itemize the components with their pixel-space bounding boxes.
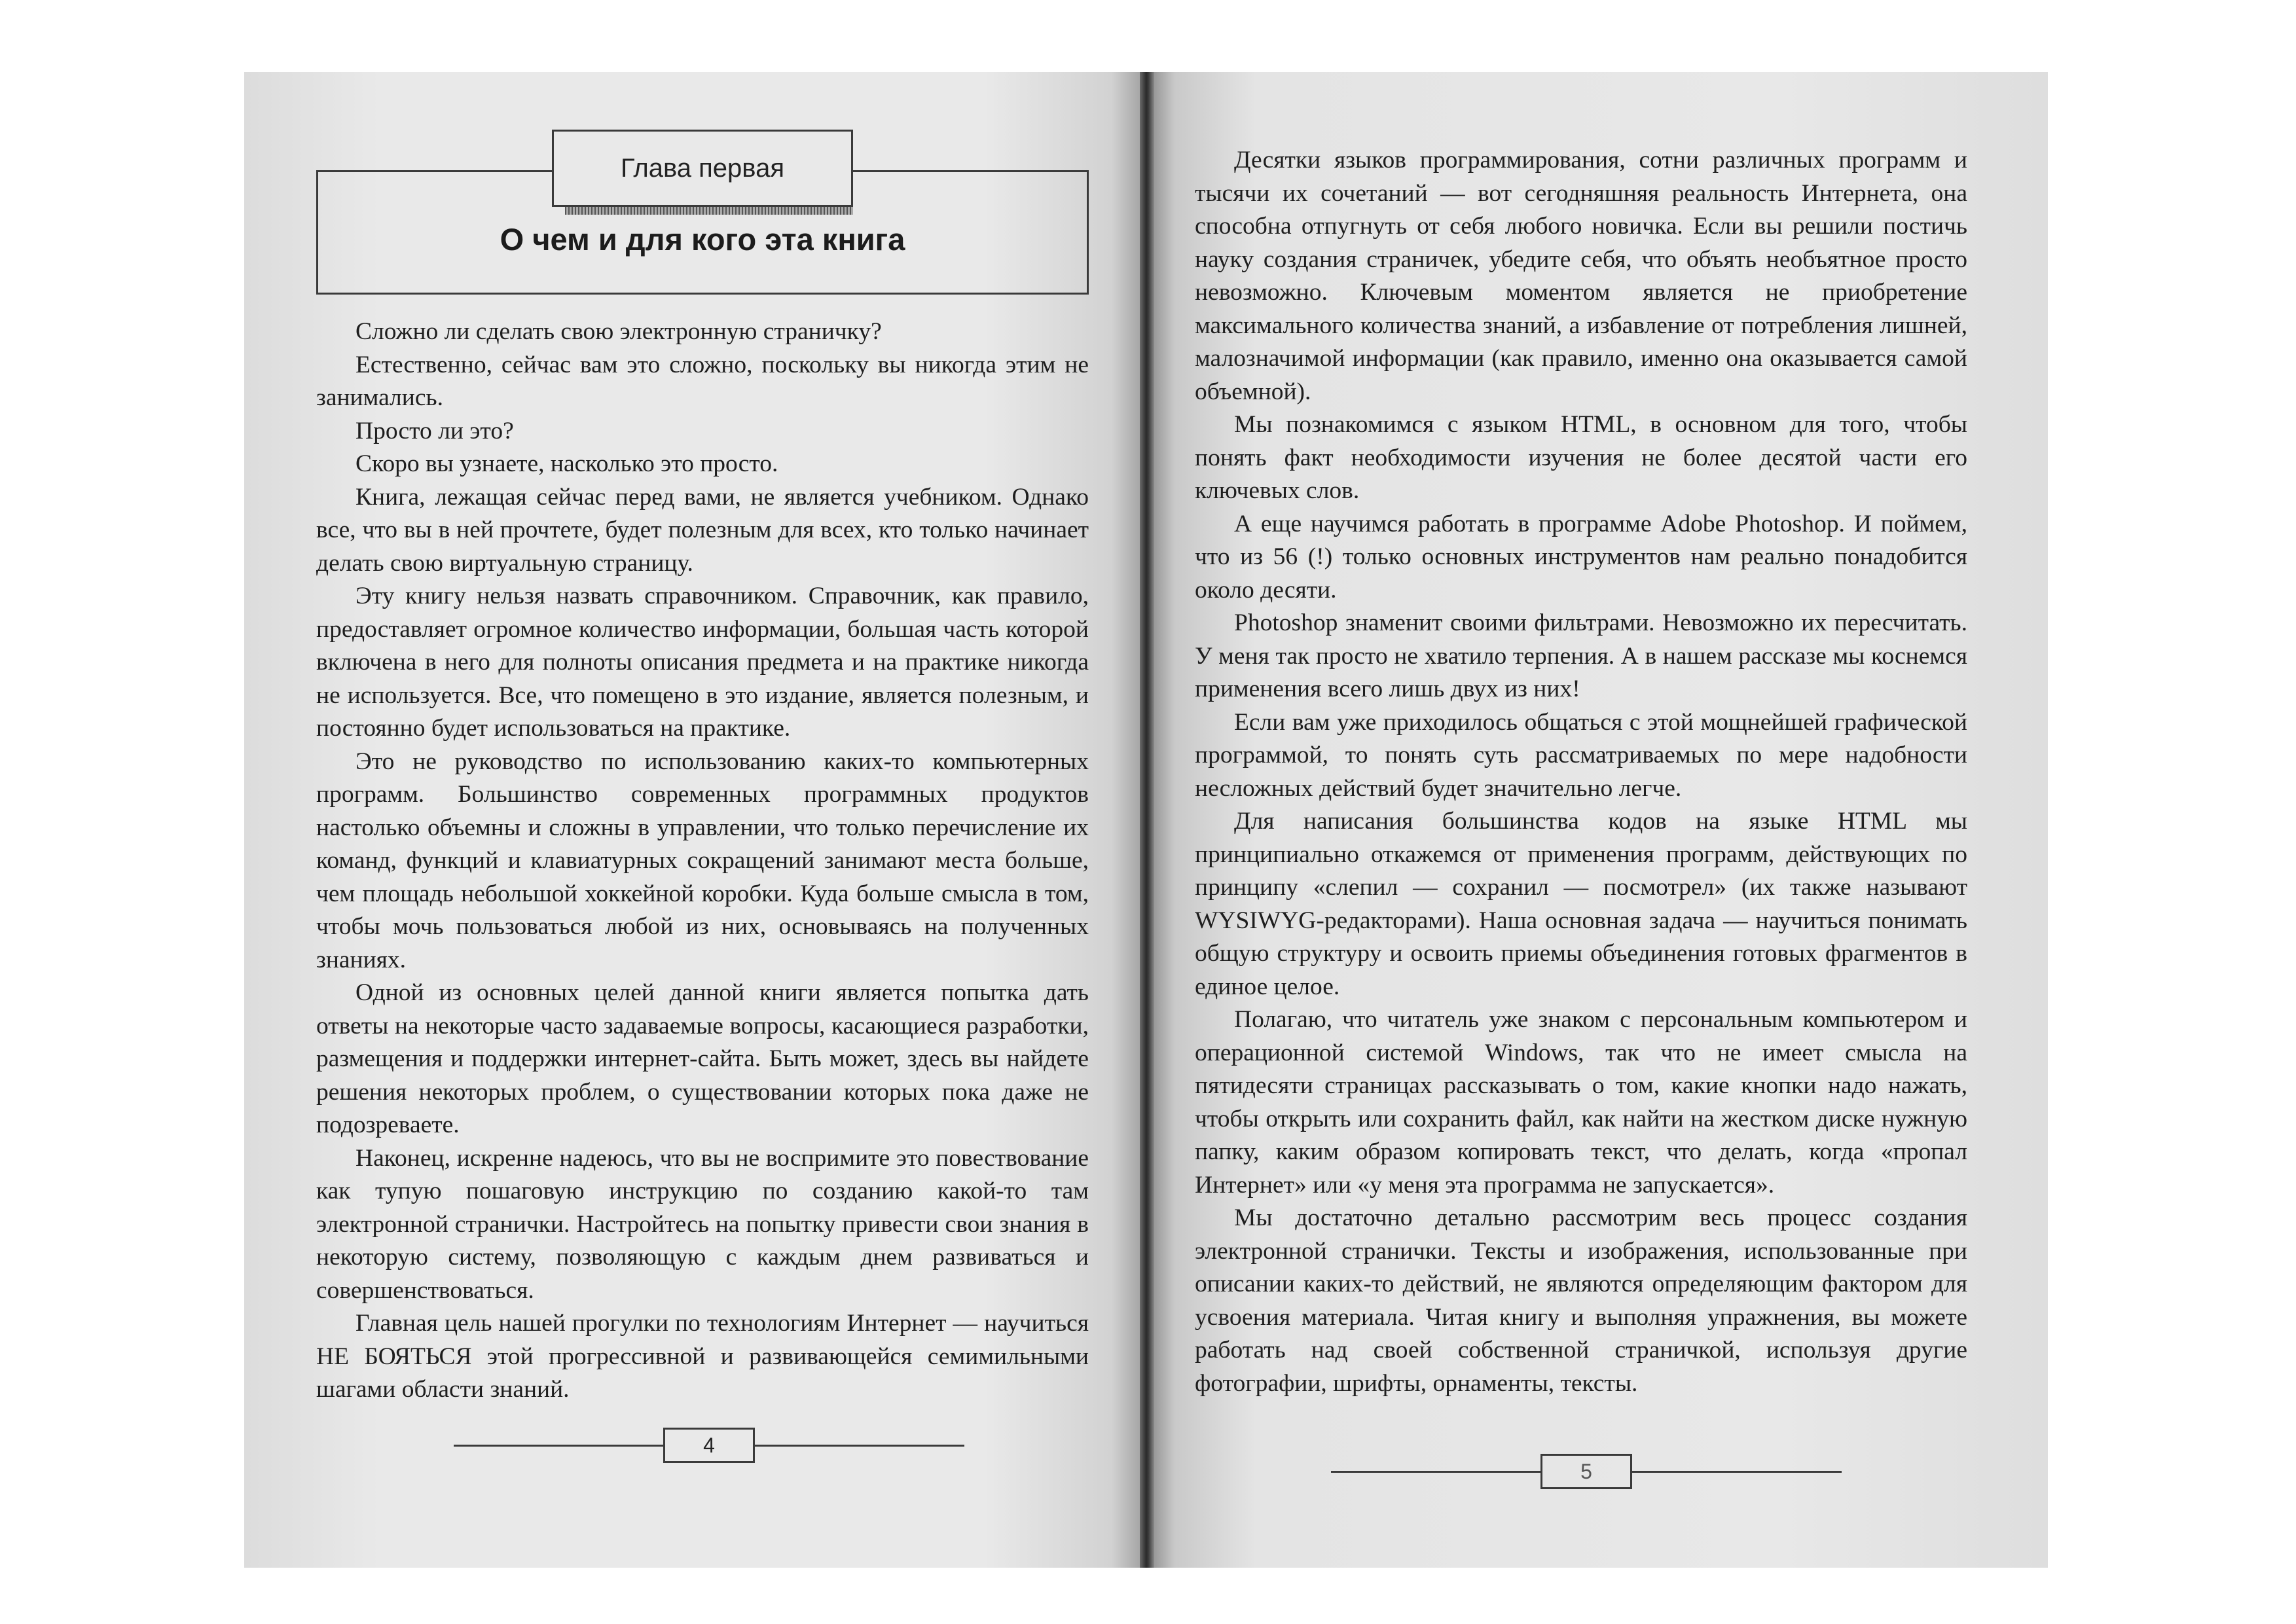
paragraph: Книга, лежащая сейчас перед вами, не является учебником. Однако все, что вы в ней прочтете, будет полезным для всех, кто только начинает делать свою виртуальную страницу.	[316, 483, 1089, 577]
paragraph: Сложно ли сделать свою электронную страничку?	[355, 318, 882, 345]
footer-rule	[454, 1445, 663, 1447]
paragraph: Эту книгу нельзя назвать справочником. Справочник, как правило, предоставляет огромное количество информации, большая часть которой включена в него для полноты описания предмета и на практике никогда не используется. Все, что помещено в это издание, является полезным, и постоянно будет использоваться на практике.	[316, 583, 1089, 742]
paragraph: Естественно, сейчас вам это сложно, поскольку вы никогда этим не занимались.	[316, 351, 1089, 411]
paragraph: Наконец, искренне надеюсь, что вы не воспримите это повествование как тупую пошаговую инструкцию по созданию какой-то там электронной странички. Настройтесь на попытку привести свои знания в некоторую систему, позволяющую с каждым днем развиваться и совершенствоваться.	[316, 1144, 1089, 1304]
paragraph: Это не руководство по использованию каких-то компьютерных программ. Большинство современных программных продуктов настолько объемны и сложны в управлении, что только перечисление их команд, функций и клавиатурных сокращений занимают места больше, чем площадь небольшой хоккейной коробки. Куда больше смысла в том, чтобы мочь пользоваться любой из них, основываясь на полученных знаниях.	[316, 748, 1089, 973]
paragraph: Скоро вы узнаете, насколько это просто.	[355, 450, 778, 477]
left-body-text	[316, 316, 1089, 1407]
paragraph: Просто ли это?	[355, 417, 514, 444]
paragraph: Полагаю, что читатель уже знаком с персональным компьютером и операционной системой Windows, так что не имеет смысла на пятидесяти страницах рассказывать о том, какие кнопки надо нажать, чтобы открыть или сохранить файл, как найти на жестком диске нужную папку, каким образом копировать текст, что делать, когда «пропал Интернет» или «у меня эта программа не запускается».	[1195, 1006, 1967, 1199]
paragraph: А еще научимся работать в программе Adobe Photoshop. И поймем, что из 56 (!) только основных инструментов нам реально понадобится около десяти.	[1195, 510, 1967, 604]
paragraph: Если вам уже приходилось общаться с этой мощнейшей графической программой, то понять суть рассматриваемых по мере надобности несложных действий будет значительно легче.	[1195, 708, 1967, 802]
footer-rule	[1632, 1471, 1842, 1473]
chapter-title: О чем и для кого эта книга	[500, 222, 905, 257]
left-page	[244, 72, 1148, 1568]
book-spread	[244, 72, 2048, 1568]
paragraph: Десятки языков программирования, сотни различных программ и тысячи их сочетаний — вот сегодняшняя реальность Интернета, она способна отпугнуть от себя любого новичка. Если вы решили постичь науку создания страничек, убедите себя, что объять необъятное просто невозможно. Ключевым моментом является не приобретение максимального количества знаний, а избавление от потребления лишней, малозначимой информации (как правило, именно она оказывается самой объемной).	[1195, 147, 1967, 405]
paragraph: Для написания большинства кодов на языке HTML мы принципиально откажемся от применения программ, действующих по принципу «слепил — сохранил — посмотрел» (их также называют WYSIWYG-редакторами). Наша основная задача — научиться понимать общую структуру и освоить приемы объединения готовых фрагментов в единое целое.	[1195, 808, 1967, 1000]
footer-rule	[1331, 1471, 1540, 1473]
right-page	[1148, 72, 2048, 1568]
paragraph: Главная цель нашей прогулки по технологиям Интернет — научиться НЕ БОЯТЬСЯ этой прогрессивной и развивающейся семимильными шагами области знаний.	[316, 1310, 1089, 1403]
chapter-tab-shadow	[565, 207, 853, 215]
paragraph: Одной из основных целей данной книги является попытка дать ответы на некоторые часто задаваемые вопросы, касающиеся разработки, размещения и поддержки интернет-сайта. Быть может, здесь вы найдете решения некоторых проблем, о существовании которых пока даже не подозреваете.	[316, 979, 1089, 1138]
footer-rule	[755, 1445, 964, 1447]
paragraph: Мы достаточно детально рассмотрим весь процесс создания электронной странички. Тексты и изображения, использованные при описании каких-то действий, не являются определяющим фактором для усвоения материала. Читая книгу и выполняя упражнения, вы можете работать над своей собственной страничкой, используя другие фотографии, шрифты, орнаменты, тексты.	[1195, 1204, 1967, 1397]
book-spine	[1140, 72, 1154, 1568]
paragraph: Мы познакомимся с языком HTML, в основном для того, чтобы понять факт необходимости изучения не более десятой части его ключевых слов.	[1195, 411, 1967, 504]
chapter-label: Глава первая	[552, 130, 853, 207]
page-number: 5	[1540, 1454, 1632, 1489]
page-footer	[1331, 1452, 1842, 1491]
right-body-text	[1195, 144, 1967, 1400]
page-number: 4	[663, 1428, 755, 1463]
page-footer	[454, 1426, 964, 1465]
paragraph: Photoshop знаменит своими фильтрами. Невозможно их пересчитать. У меня так просто не хватило терпения. А в нашем рассказе мы коснемся применения всего лишь двух из них!	[1195, 609, 1967, 702]
